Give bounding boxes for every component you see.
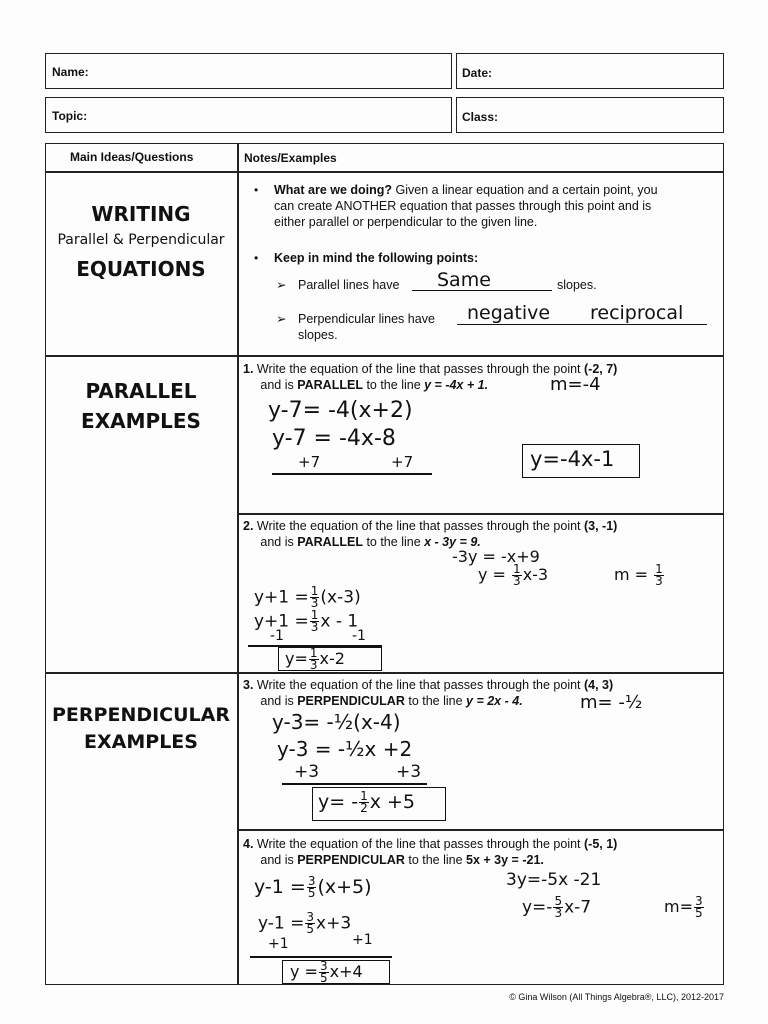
ex4-keyword: PERPENDICULAR xyxy=(297,853,405,867)
ex4-side-2: y=- $\frac{5}{3}$ x-7 xyxy=(522,894,592,920)
ex3-line1: Write the equation of the line that passes through the point xyxy=(256,678,584,692)
ex4-equation: 5x + 3y = -21. xyxy=(466,853,544,867)
ex3-number: 3. xyxy=(243,678,254,692)
ex2-line1: Write the equation of the line that passes through the point xyxy=(256,519,584,533)
ex1-slope: m=-4 xyxy=(550,374,601,395)
ex2-point: (3, -1) xyxy=(584,519,618,533)
date-label: Date: xyxy=(462,66,493,80)
ex2-slope xyxy=(614,564,665,587)
ex2-line2b: to the line xyxy=(362,535,425,549)
ex3-work-1: y-3= -½(x-4) xyxy=(272,710,401,734)
section2-title-line2: EXAMPLES xyxy=(81,409,201,433)
ex1-line2b: to the line xyxy=(362,378,425,392)
ex2-side-2a: y = xyxy=(478,565,512,584)
bullet1-rest: Given a linear equation and a certain point, you xyxy=(392,183,658,197)
ex4-line1: Write the equation of the line that passes through the point xyxy=(256,837,584,851)
parallel-answer: Same xyxy=(437,269,491,291)
ex2-work-2: y+1 = $\frac{1}{3}$ x - 1 xyxy=(254,608,359,634)
ex2-side-1: -3y = -x+9 xyxy=(452,547,540,566)
ex2-slope-label: m = xyxy=(614,565,654,584)
ex4-underline xyxy=(250,956,392,958)
topic-field[interactable] xyxy=(45,97,452,133)
ex1-point: (-2, 7) xyxy=(584,362,618,376)
ex1-number: 1. xyxy=(243,362,254,376)
row-divider-ex2 xyxy=(237,513,724,515)
ex3-work-3a: +3 xyxy=(294,762,320,782)
ex2-side-frac: $\frac{1}{3}$ xyxy=(513,562,521,588)
ex4-answer: y = $\frac{3}{5}$ x+4 xyxy=(290,959,363,985)
ex3-underline xyxy=(282,783,427,785)
bullet-2: • xyxy=(254,251,259,265)
ex2-keyword: PARALLEL xyxy=(297,535,363,549)
ex4-work-3a: +1 xyxy=(268,936,289,952)
parallel-suffix: slopes. xyxy=(557,278,597,292)
ex2-work-3b: -1 xyxy=(352,628,366,644)
bullet1-line3: either parallel or perpendicular to the given line. xyxy=(274,215,538,229)
ex4-number: 4. xyxy=(243,837,254,851)
section3-title-line1: PERPENDICULAR xyxy=(52,704,230,726)
ex4-side-1: 3y=-5x -21 xyxy=(506,870,602,890)
class-label: Class: xyxy=(462,110,499,124)
perp-prefix: Perpendicular lines have xyxy=(298,312,435,326)
ex1-work-1: y-7= -4(x+2) xyxy=(268,398,413,423)
parallel-prefix: Parallel lines have xyxy=(298,278,400,292)
ex4-prompt xyxy=(243,836,718,868)
ex3-equation: y = 2x - 4. xyxy=(466,694,523,708)
ex3-work-3b: +3 xyxy=(396,762,422,782)
ex1-work-2: y-7 = -4x-8 xyxy=(272,426,396,451)
ex3-keyword: PERPENDICULAR xyxy=(297,694,405,708)
ex3-prompt xyxy=(243,677,718,709)
arrow-icon: ➢ xyxy=(276,312,287,326)
notes-header: Notes/Examples xyxy=(244,151,337,165)
ex3-work-2: y-3 = -½x +2 xyxy=(277,737,413,761)
date-field[interactable] xyxy=(456,53,724,89)
row-divider-ex4 xyxy=(237,829,724,831)
ex4-line2a: and is xyxy=(260,853,298,867)
ex3-answer: y= - $\frac{1}{2}$ x +5 xyxy=(318,789,415,815)
row-divider-1 xyxy=(45,355,724,357)
ex1-line2a: and is xyxy=(260,378,298,392)
row-divider-2 xyxy=(45,672,724,674)
bullet1-text xyxy=(274,182,719,230)
section2-title-line1: PARALLEL xyxy=(85,379,197,403)
ex3-point: (4, 3) xyxy=(584,678,614,692)
ex2-work-3a: -1 xyxy=(270,628,284,644)
bullet1-bold: What are we doing? xyxy=(274,183,393,197)
ex3-line2b: to the line xyxy=(404,694,467,708)
section3-title-line2: EXAMPLES xyxy=(84,731,198,753)
bullet2-text: Keep in mind the following points: xyxy=(274,251,479,265)
name-label: Name: xyxy=(52,65,89,79)
copyright-footer: © Gina Wilson (All Things Algebra®, LLC), 2012-2017 xyxy=(509,992,724,1002)
ex1-line1: Write the equation of the line that passes through the point xyxy=(256,362,584,376)
ex4-work-3b: +1 xyxy=(352,932,373,948)
ex2-equation: x - 3y = 9. xyxy=(424,535,481,549)
ex1-underline xyxy=(272,473,432,475)
ex2-slope-frac: $\frac{1}{3}$ xyxy=(655,562,663,588)
ex2-side-2b: x-3 xyxy=(522,565,549,584)
column-divider xyxy=(237,143,239,985)
arrow-icon: ➢ xyxy=(276,278,287,292)
section1-title-subtitle: Parallel & Perpendicular xyxy=(57,232,225,248)
ex1-answer: y=-4x-1 xyxy=(530,447,615,471)
ex4-line2b: to the line xyxy=(404,853,467,867)
topic-label: Topic: xyxy=(52,109,88,123)
main-ideas-header: Main Ideas/Questions xyxy=(70,150,194,164)
ex3-slope: m= -½ xyxy=(580,692,643,713)
ex4-point: (-5, 1) xyxy=(584,837,618,851)
ex2-prompt xyxy=(243,518,718,550)
bullet1-line2: can create ANOTHER equation that passes through this point and is xyxy=(274,199,652,213)
perp-blank xyxy=(457,324,707,325)
ex4-work-1: y-1 = $\frac{3}{5}$ (x+5) xyxy=(254,874,372,900)
perp-answer-2: reciprocal xyxy=(590,302,684,324)
ex2-side-2 xyxy=(478,564,548,587)
ex4-work-2: y-1 = $\frac{3}{5}$ x+3 xyxy=(258,910,352,936)
section1-title-equations: EQUATIONS xyxy=(76,257,206,281)
perp-suffix: slopes. xyxy=(298,328,338,342)
ex2-answer: y= $\frac{1}{3}$ x-2 xyxy=(285,646,345,672)
perp-answer-1: negative xyxy=(467,302,551,324)
ex1-work-3b: +7 xyxy=(391,453,414,471)
bullet-1: • xyxy=(254,183,259,197)
ex1-prompt xyxy=(243,361,718,393)
ex2-line2a: and is xyxy=(260,535,298,549)
ex2-number: 2. xyxy=(243,519,254,533)
name-field[interactable] xyxy=(45,53,452,89)
ex1-keyword: PARALLEL xyxy=(297,378,363,392)
ex1-work-3a: +7 xyxy=(298,453,321,471)
header-row-divider xyxy=(45,171,724,173)
ex1-equation: y = -4x + 1. xyxy=(424,378,489,392)
ex4-slope: m= $\frac{3}{5}$ xyxy=(664,894,703,920)
section1-title-writing: WRITING xyxy=(91,202,191,226)
ex2-work-1: y+1 = $\frac{1}{3}$ (x-3) xyxy=(254,584,361,610)
ex3-line2a: and is xyxy=(260,694,298,708)
